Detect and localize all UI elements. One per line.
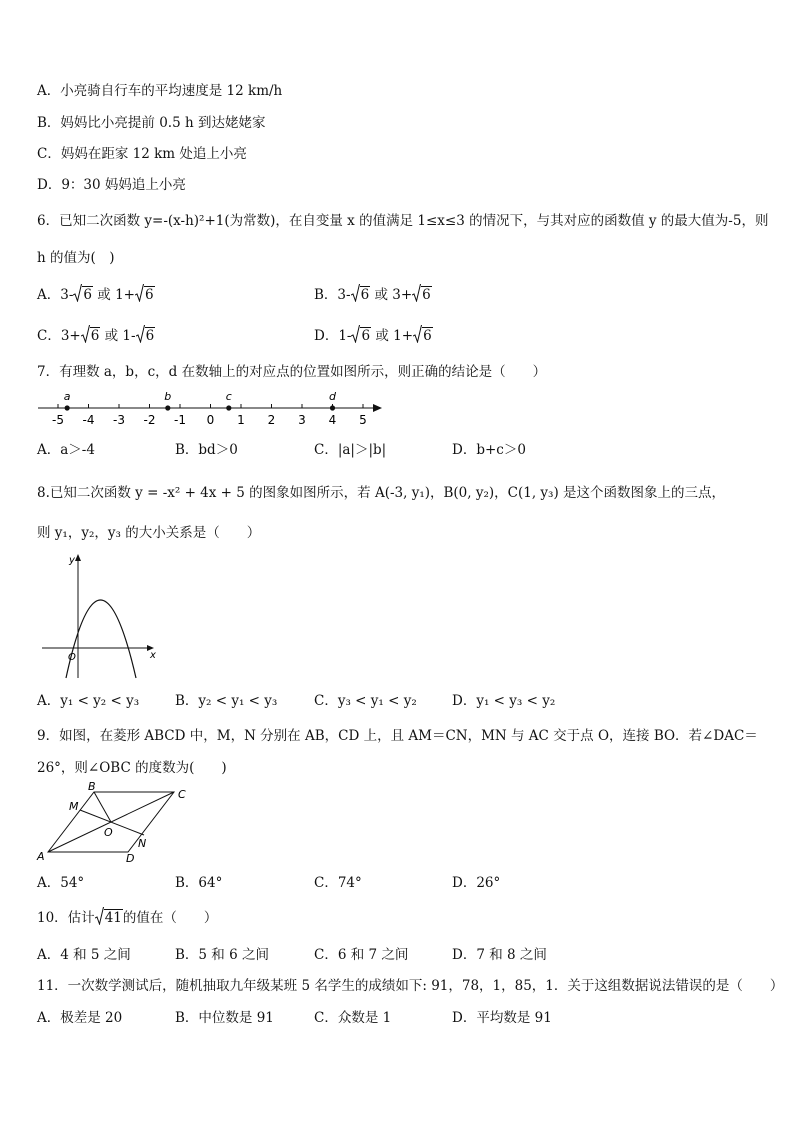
x-axis-label: x [150,650,156,661]
q10-stem-prefix: 10．估计 [37,910,95,926]
sqrt-symbol: 6 [413,327,433,345]
point-a [65,405,70,410]
tick-label: -1 [174,413,186,427]
q6-option-d-prefix: D．1- [314,328,352,344]
point-b [165,405,170,410]
point-label-b: b [164,390,172,403]
q6-option-b [314,286,432,304]
q9-stem-line1: 9．如图，在菱形 ABCD 中，M，N 分别在 AB，CD 上，且 AM＝CN，MN 与 AC 交于点 O，连接 BO．若∠DAC＝ [37,728,758,744]
q6-option-a [37,286,155,304]
point-label-d: d [329,390,336,403]
q9-option-c: C．74° [314,875,362,891]
q10-option-c: C．6 和 7 之间 [314,947,409,963]
q6-option-c-prefix: C．3+ [37,328,81,344]
q6-stem-line2: h 的值为( ) [37,250,115,266]
parabola-curve [66,600,136,678]
point-c [226,405,231,410]
number-line-arrow-icon [373,404,382,412]
label-c: C [178,788,186,801]
q6-option-a-mid: 或 1+ [97,287,135,303]
label-b: B [88,780,96,793]
label-d: D [126,852,135,865]
q6-option-d-mid: 或 1+ [375,328,414,344]
q5-option-c: C．妈妈在距家 12 km 处追上小亮 [37,146,247,162]
point-d [330,405,335,410]
q8-option-a: A．y₁ < y₂ < y₃ [37,693,140,709]
tick-label: 1 [237,413,245,427]
tick-label: -4 [82,413,95,427]
q7-option-c: C．|a|＞|b| [314,442,387,458]
tick-label: -5 [52,413,64,427]
q10-option-b: B．5 和 6 之间 [175,947,269,963]
label-a: A [37,850,45,863]
q7-stem: 7．有理数 a，b，c，d 在数轴上的对应点的位置如图所示，则正确的结论是（ ） [37,364,547,380]
q6-stem-line1: 6．已知二次函数 y=-(x-h)²+1(为常数)，在自变量 x 的值满足 1≤x≤3 的情况下，与其对应的函数值 y 的最大值为-5，则 [37,213,769,229]
y-axis-label: y [69,555,75,566]
label-o: O [104,826,113,839]
label-n: N [138,837,147,850]
tick-label: -2 [143,413,156,427]
tick-label: 3 [298,413,306,427]
q6-option-c-mid: 或 1- [104,328,136,344]
sqrt-symbol: 6 [136,327,156,345]
q7-option-d: D．b+c＞0 [452,442,526,458]
q6-option-c [37,327,155,345]
q7-option-b: B．bd＞0 [175,442,238,458]
label-m: M [69,800,79,813]
q6-option-a-prefix: A．3- [37,287,74,303]
tick-label: 2 [267,413,276,427]
q11-stem: 11．一次数学测试后，随机抽取九年级某班 5 名学生的成绩如下: 91，78，1，85，1．关于这组数据说法错误的是（ ） [37,978,784,994]
sqrt-symbol [95,909,123,927]
q11-option-c: C．众数是 1 [314,1010,392,1026]
q8-stem-line2: 则 y₁，y₂，y₃ 的大小关系是（ ） [37,525,261,541]
tick-label: 0 [206,413,215,427]
number-line-figure [30,384,390,430]
q10-option-a: A．4 和 5 之间 [37,947,131,963]
q5-option-a: A．小亮骑自行车的平均速度是 12 km/h [37,83,283,99]
segment-bo [94,792,111,822]
q11-option-d: D．平均数是 91 [452,1010,552,1026]
q8-option-b: B．y₂ < y₁ < y₃ [175,693,278,709]
sqrt-symbol: 6 [351,327,371,345]
number-line-ticks [52,404,367,427]
sqrt-symbol: 6 [351,286,371,304]
q11-option-b: B．中位数是 91 [175,1010,274,1026]
q9-option-b: B．64° [175,875,223,891]
q5-option-b: B．妈妈比小亮提前 0.5 h 到达姥姥家 [37,115,266,131]
q8-stem-line1: 8.已知二次函数 y = -x² + 4x + 5 的图象如图所示，若 A(-3, y₁)，B(0, y₂)，C(1, y₃) 是这个函数图象上的三点， [37,485,726,501]
q9-option-d: D．26° [452,875,501,891]
q10-radicand: 41 [104,910,122,926]
sqrt-symbol: 6 [135,286,155,304]
q6-option-b-prefix: B．3- [314,287,351,303]
q8-option-c: C．y₃ < y₁ < y₂ [314,693,417,709]
origin-label: O [68,652,76,663]
point-label-a: a [63,390,71,403]
q11-option-a: A．极差是 20 [37,1010,123,1026]
point-label-c: c [225,390,232,403]
sqrt-symbol: 6 [81,327,101,345]
q7-option-a: A．a＞-4 [37,442,95,458]
tick-label: 5 [359,413,367,427]
q5-option-d: D．9：30 妈妈追上小亮 [37,177,186,193]
tick-label: -3 [113,413,125,427]
y-axis-arrow-icon [75,554,81,561]
parabola-figure [38,550,168,682]
q8-option-d: D．y₁ < y₃ < y₂ [452,693,556,709]
q6-option-d [314,327,433,345]
tick-label: 4 [328,413,337,427]
q10-stem-suffix: 的值在（ ） [122,910,218,926]
q10-option-d: D．7 和 8 之间 [452,947,547,963]
sqrt-symbol: 6 [412,286,432,304]
q9-option-a: A．54° [37,875,85,891]
q6-option-b-mid: 或 3+ [374,287,413,303]
sqrt-symbol: 6 [73,286,93,304]
rhombus-figure [34,780,204,866]
q9-stem-line2: 26°，则∠OBC 的度数为( ) [37,760,227,776]
q10-stem [37,909,217,927]
